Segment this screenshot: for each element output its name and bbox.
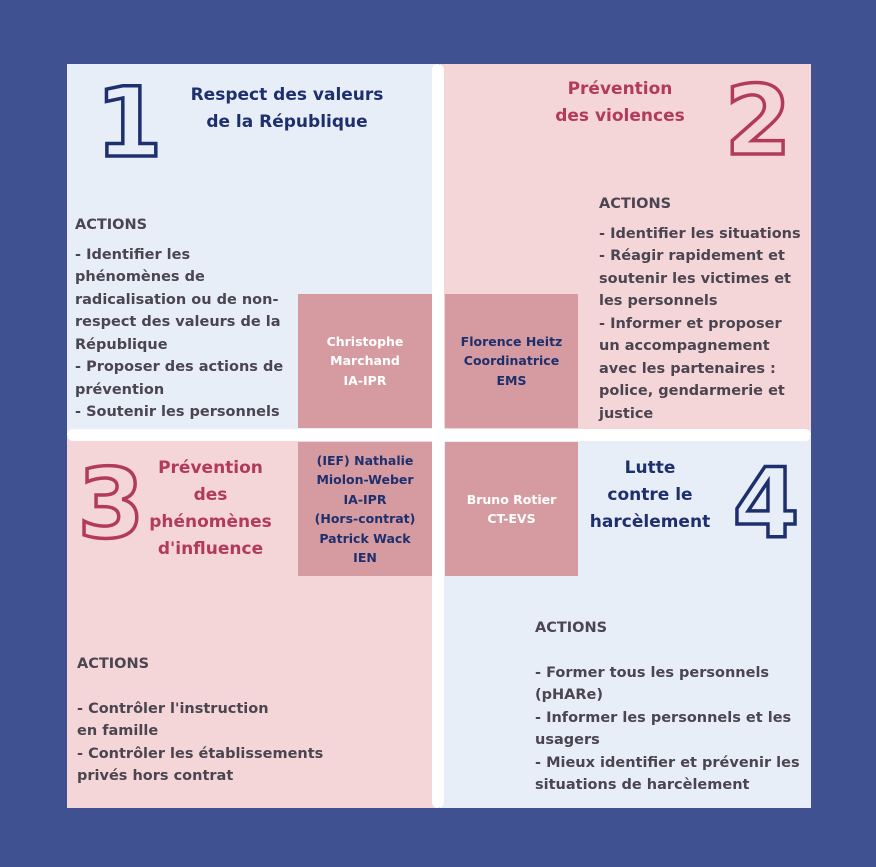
quadrant-3-title: Prévention des phénomènes d'influence — [149, 458, 272, 559]
quadrant-3-actions — [77, 653, 337, 788]
quadrant-2-actions — [599, 193, 807, 425]
number-4-icon — [732, 448, 800, 560]
action-item: - Former tous les personnels (pHARe) — [535, 664, 770, 703]
action-item: - Contrôler les établissements privés hors contrat — [77, 745, 324, 784]
svg-text:1: 1 — [95, 67, 163, 179]
svg-text:4: 4 — [732, 448, 800, 560]
svg-text:3: 3 — [77, 448, 145, 560]
actions-heading: ACTIONS — [535, 620, 608, 636]
action-item: - Informer et proposer un accompagnement avec les partenaires : police, gendarmerie et justice — [599, 315, 785, 422]
action-item: - Réagir rapidement et soutenir les victimes et les personnels — [599, 248, 791, 309]
action-item: - Soutenir les personnels — [75, 404, 280, 420]
quadrant-4-title: Lutte contre le harcèlement — [589, 458, 711, 532]
action-item: - Identifier les situations — [599, 225, 801, 242]
horizontal-divider — [67, 429, 811, 441]
action-item: - Identifier les phénomènes de radicalisation ou de non-respect des valeurs de la République — [75, 246, 281, 353]
actions-heading: ACTIONS — [599, 196, 672, 212]
quadrant-2-title: Prévention des violences — [555, 79, 685, 126]
number-3-icon — [77, 448, 145, 560]
quadrant-1-title: Respect des valeurs de la République — [190, 85, 384, 132]
action-item: - Proposer des actions de prévention — [75, 359, 284, 398]
actions-heading: ACTIONS — [77, 656, 150, 672]
quadrant-1-actions — [75, 214, 290, 424]
contact-box-1: Christophe Marchand IA-IPR — [298, 294, 432, 428]
contact-box-4: Bruno Rotier CT-EVS — [445, 442, 578, 576]
quadrant-4-actions — [535, 617, 807, 797]
contact-box-3: (IEF) Nathalie Miolon-Weber IA-IPR (Hors-contrat) Patrick Wack IEN — [298, 442, 432, 576]
contact-box-2: Florence Heitz Coordinatrice EMS — [445, 294, 578, 428]
quadrant-board — [67, 64, 811, 808]
action-item: - Mieux identifier et prévenir les situations de harcèlement — [535, 754, 800, 793]
action-item: - Contrôler l'instruction en famille — [77, 700, 269, 739]
action-item: - Informer les personnels et les usagers — [535, 709, 792, 748]
number-1-icon — [95, 67, 163, 179]
svg-text:2: 2 — [724, 65, 792, 177]
actions-heading: ACTIONS — [75, 217, 148, 233]
number-2-icon — [724, 65, 792, 177]
